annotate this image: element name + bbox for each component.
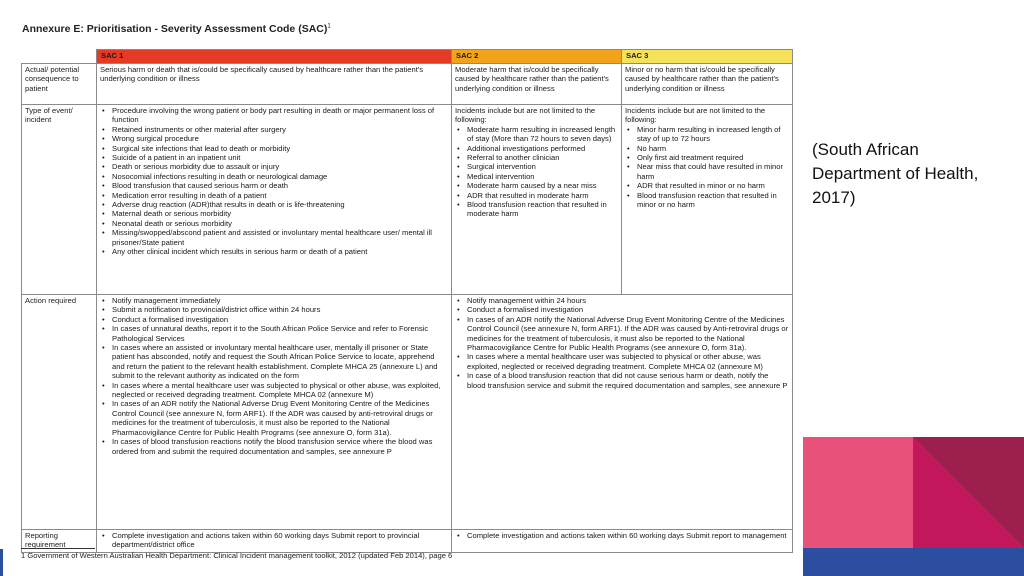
row-consequence	[22, 64, 793, 105]
cell-reporting-sac1	[97, 530, 452, 553]
cell-type-sac1	[97, 105, 452, 295]
list-item: • Conduct a formalised investigation	[112, 315, 448, 324]
row-type-of-event	[22, 105, 793, 295]
list-item: • Blood transfusion reaction that resulted in moderate harm	[467, 200, 618, 219]
row-label-action: Action required	[22, 295, 97, 530]
footnote: 1 Government of Western Australian Health Department: Clinical Incident management toolkit, 2012 (updated Feb 2014), page 6	[21, 551, 453, 560]
list-item: • Conduct a formalised investigation	[467, 305, 789, 314]
list-item: • Blood transfusion reaction that resulted in minor or no harm	[637, 191, 789, 210]
list-item: • Medical intervention	[467, 172, 618, 181]
annex-title-text: Annexure E: Prioritisation - Severity Assessment Code (SAC)	[22, 23, 328, 35]
list-item: • Notify management within 24 hours	[467, 296, 789, 305]
list-item: • In cases of an ADR notify the National Adverse Drug Event Monitoring Centre of the Medicines Control Council (see annexure N, form ARF1). If the ADR was caused by Anti-retroviral drugs or medicines for the treatment of tuberculosis, it must also be reported to the National Pharmacovigilance Centre for Public Health Programs (see annexure O, form 31a).	[467, 315, 789, 353]
list-reporting-sac1	[100, 531, 448, 550]
list-item: • In cases of an ADR notify the National Adverse Drug Event Monitoring Centre of the Medicines Control Council (see annexure N, form ARF1). If the ADR was caused by anti-retroviral drugs or medicines for the treatment of tuberculosis, it must also be reported to the National Pharmacovigilance Centre for Public Health Programs (see annexure O, form 31a).	[112, 399, 448, 437]
cell-consequence-sac3: Minor or no harm that is/could be specifically caused by healthcare rather than the patient's underlying condition or illness	[622, 64, 793, 105]
list-item: • Medication error resulting in death of a patient	[112, 191, 448, 200]
sac-table	[21, 49, 793, 553]
sac-header-row	[22, 50, 793, 64]
list-item: • Moderate harm resulting in increased length of stay (More than 72 hours to seven days)	[467, 125, 618, 144]
list-item: • In cases where an assisted or involuntary mental healthcare user, mentally ill prisoner or State patient has absconded, notify and request the South African Police Service to locate, apprehend and return the patient to the relevant health establishment. Complete MHCA 25 (annexure L) and submit to the relevant authority as indicated on the form	[112, 343, 448, 381]
list-type-sac1	[100, 106, 448, 257]
intro-type-sac3: Incidents include but are not limited to the following:	[625, 106, 766, 125]
list-item: • Surgical intervention	[467, 162, 618, 171]
list-item: • Adverse drug reaction (ADR)that results in death or is life-threatening	[112, 200, 448, 209]
list-item: • In cases of blood transfusion reactions notify the blood transfusion service where the blood was ordered from and submit the required documentation and samples, see annexure P	[112, 437, 448, 456]
list-type-sac2	[455, 125, 618, 219]
annex-title-footnote-mark: 1	[327, 23, 331, 30]
list-type-sac3	[625, 125, 789, 210]
footnote-divider	[21, 548, 95, 549]
list-item: • Submit a notification to provincial/district office within 24 hours	[112, 305, 448, 314]
list-item: • Suicide of a patient in an inpatient unit	[112, 153, 448, 162]
row-label-reporting: Reporting requirement	[22, 530, 97, 553]
cell-type-sac2	[452, 105, 622, 295]
list-item: • In case of a blood transfusion reaction that did not cause serious harm or death, notify the blood transfusion service and submit the required documentation and samples, see annexure P	[467, 371, 789, 390]
citation-text: (South African Department of Health, 2017)	[812, 140, 979, 207]
list-item: • Death or serious morbidity due to assault or injury	[112, 162, 448, 171]
list-item: • Complete investigation and actions taken within 60 working days Submit report to management	[467, 531, 789, 540]
left-accent-bar	[0, 549, 3, 576]
list-item: • Notify management immediately	[112, 296, 448, 305]
list-item: • Additional investigations performed	[467, 144, 618, 153]
list-item: • Moderate harm caused by a near miss	[467, 181, 618, 190]
cell-consequence-sac1: Serious harm or death that is/could be specifically caused by healthcare rather than the patient's underlying condition or illness	[97, 64, 452, 105]
list-item: • In cases where a mental healthcare user was subjected to physical or other abuse, was exploited, neglected or received degrading treatment. Complete MHCA 02 (annexure M)	[467, 352, 789, 371]
list-item: • Neonatal death or serious morbidity	[112, 219, 448, 228]
cell-consequence-sac2: Moderate harm that is/could be specifically caused by healthcare rather than the patient's underlying condition or illness	[452, 64, 622, 105]
list-item: • Minor harm resulting in increased length of stay of up to 72 hours	[637, 125, 789, 144]
list-item: • In cases where a mental healthcare user was subjected to physical or other abuse, was exploited, neglected or received degrading treatment. Complete MHCA 02 (annexure M)	[112, 381, 448, 400]
row-action-required	[22, 295, 793, 530]
list-item: • ADR that resulted in minor or no harm	[637, 181, 789, 190]
list-item: • Referral to another clinician	[467, 153, 618, 162]
list-item: • Missing/swopped/abscond patient and assisted or involuntary mental healthcare user/ mental ill prisoner/State patient	[112, 228, 448, 247]
header-sac3: SAC 3	[622, 50, 793, 64]
row-label-type: Type of event/ incident	[22, 105, 97, 295]
cell-type-sac3	[622, 105, 793, 295]
cell-action-sac2-sac3	[452, 295, 793, 530]
cell-reporting-sac2-sac3	[452, 530, 793, 553]
header-sac2: SAC 2	[452, 50, 622, 64]
deco-blue-band	[803, 548, 1024, 576]
list-item: • Maternal death or serious morbidity	[112, 209, 448, 218]
intro-type-sac2: Incidents include but are not limited to the following:	[455, 106, 596, 125]
header-corner	[22, 50, 97, 64]
list-item: • Nosocomial infections resulting in death or neurological damage	[112, 172, 448, 181]
list-action-sac2	[455, 296, 789, 390]
list-item: • Surgical site infections that lead to death or morbidity	[112, 144, 448, 153]
list-item: • In cases of unnatural deaths, report it to the South African Police Service and refer to Forensic Pathological Services	[112, 324, 448, 343]
list-item: • No harm	[637, 144, 789, 153]
header-sac1: SAC 1	[97, 50, 452, 64]
decorative-corner-graphic	[803, 437, 1024, 576]
row-label-consequence: Actual/ potential consequence to patient	[22, 64, 97, 105]
list-item: • Blood transfusion that caused serious harm or death	[112, 181, 448, 190]
list-item: • Near miss that could have resulted in minor harm	[637, 162, 789, 181]
list-item: • Only first aid treatment required	[637, 153, 789, 162]
list-item: • ADR that resulted in moderate harm	[467, 191, 618, 200]
list-item: • Complete investigation and actions taken within 60 working days Submit report to provincial department/district office	[112, 531, 448, 550]
list-item: • Wrong surgical procedure	[112, 134, 448, 143]
row-reporting-requirement	[22, 530, 793, 553]
cell-action-sac1	[97, 295, 452, 530]
annex-title	[22, 23, 331, 35]
list-item: • Procedure involving the wrong patient or body part resulting in death or major permanent loss of function	[112, 106, 448, 125]
list-item: • Any other clinical incident which results in serious harm or death of a patient	[112, 247, 448, 256]
list-action-sac1	[100, 296, 448, 456]
decorative-shapes	[803, 437, 1024, 576]
list-item: • Retained instruments or other material after surgery	[112, 125, 448, 134]
list-reporting-sac2	[455, 531, 789, 540]
